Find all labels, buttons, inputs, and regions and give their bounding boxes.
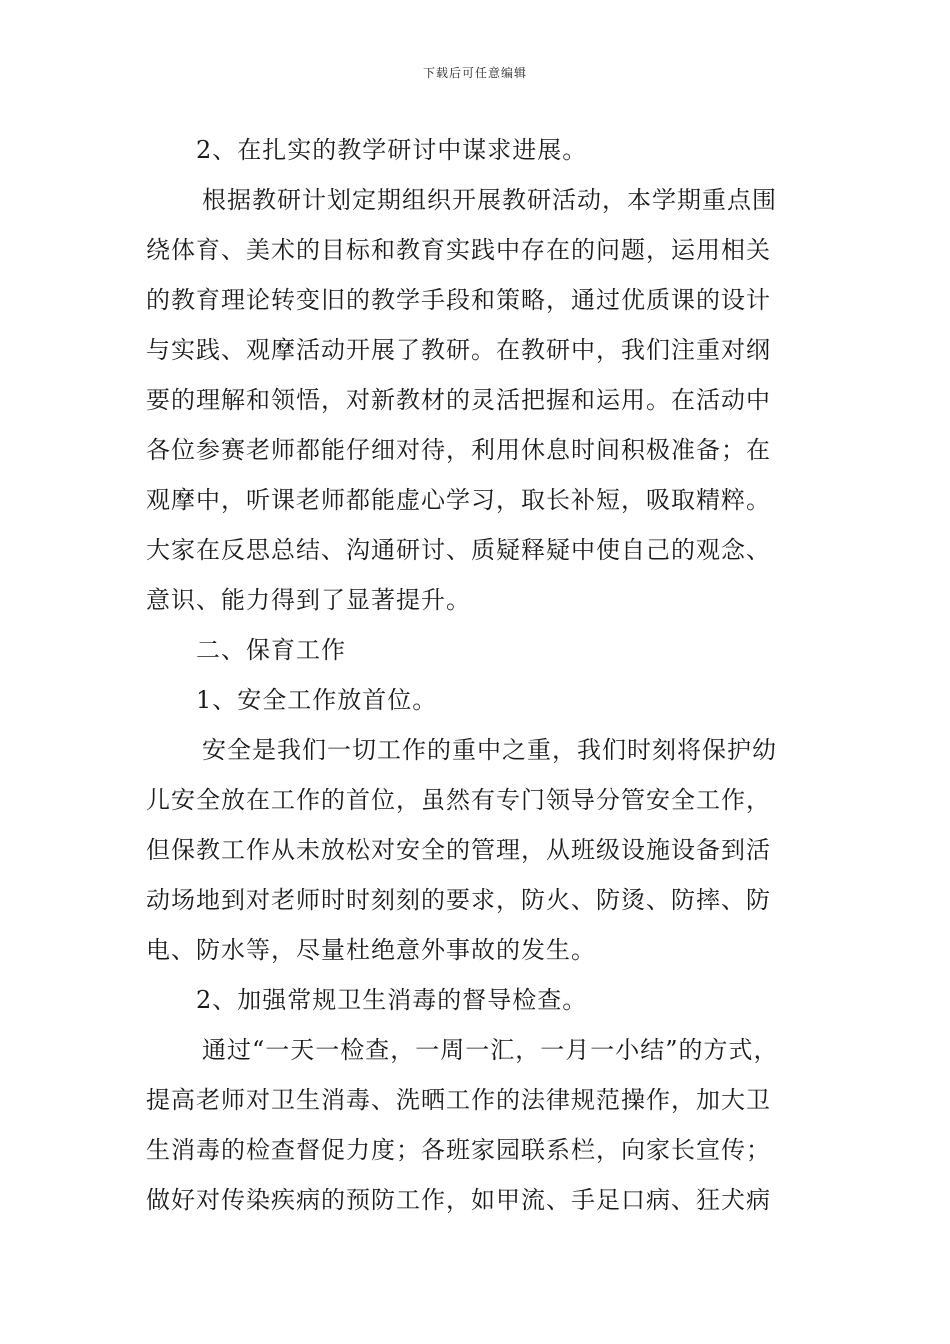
paragraph-line: 生消毒的检查督促力度；各班家园联系栏，向家长宣传； — [146, 1136, 771, 1164]
paragraph-line: 观摩中，听课老师都能虚心学习，取长补短，吸取精粹。 — [146, 486, 771, 514]
subsection-heading: 2、加强常规卫生消毒的督导检查。 — [196, 986, 588, 1014]
paragraph-line: 根据教研计划定期组织开展教研活动，本学期重点围 — [202, 186, 777, 214]
paragraph-line: 但保教工作从未放松对安全的管理，从班级设施设备到活 — [146, 836, 771, 864]
paragraph-line: 动场地到对老师时时刻刻的要求，防火、防烫、防摔、防 — [146, 886, 771, 914]
subsection-heading: 1、安全工作放首位。 — [196, 686, 438, 714]
page-header-note: 下载后可任意编辑 — [422, 66, 527, 80]
paragraph-line: 电、防水等，尽量杜绝意外事故的发生。 — [146, 936, 596, 964]
paragraph-line: 要的理解和领悟，对新教材的灵活把握和运用。在活动中 — [146, 386, 771, 414]
paragraph-line: 绕体育、美术的目标和教育实践中存在的问题，运用相关 — [146, 236, 771, 264]
paragraph-line: 意识、能力得到了显著提升。 — [146, 586, 471, 614]
document-body — [146, 125, 814, 1225]
paragraph-line: 与实践、观摩活动开展了教研。在教研中，我们注重对纲 — [146, 336, 771, 364]
section-heading: 二、保育工作 — [196, 636, 346, 664]
paragraph-line: 提高老师对卫生消毒、洗晒工作的法律规范操作，加大卫 — [146, 1086, 771, 1114]
paragraph-line: 通过“一天一检查，一周一汇，一月一小结”的方式， — [202, 1036, 779, 1064]
paragraph-line: 做好对传染疾病的预防工作，如甲流、手足口病、狂犬病 — [146, 1186, 771, 1214]
paragraph-line: 的教育理论转变旧的教学手段和策略，通过优质课的设计 — [146, 286, 771, 314]
paragraph-line: 大家在反思总结、沟通研讨、质疑释疑中使自己的观念、 — [146, 536, 771, 564]
paragraph-line: 各位参赛老师都能仔细对待，利用休息时间积极准备；在 — [146, 436, 771, 464]
paragraph-line: 安全是我们一切工作的重中之重，我们时刻将保护幼 — [202, 736, 777, 764]
paragraph-line: 儿安全放在工作的首位，虽然有专门领导分管安全工作， — [146, 786, 771, 814]
paragraph-line: 2、在扎实的教学研讨中谋求进展。 — [196, 136, 588, 164]
